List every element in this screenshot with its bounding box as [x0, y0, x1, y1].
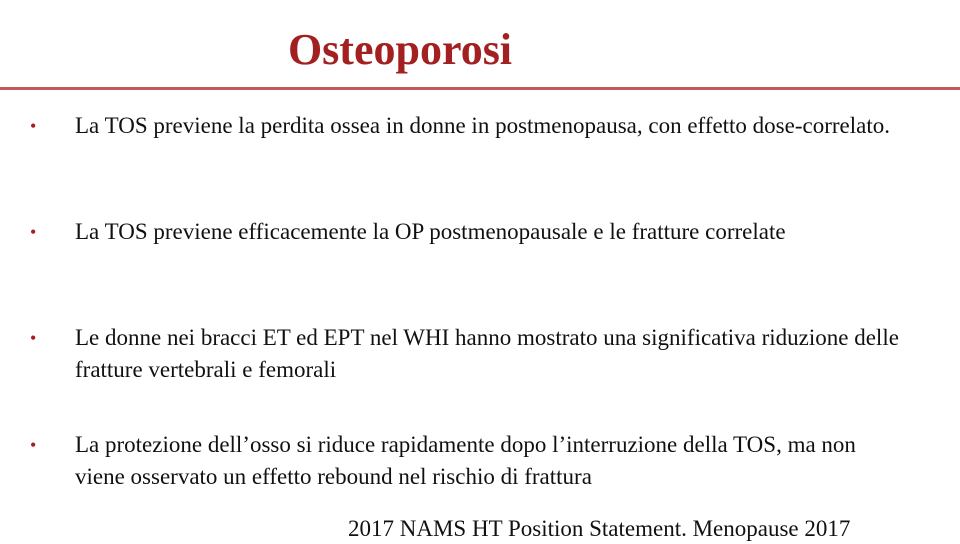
- citation: 2017 NAMS HT Position Statement. Menopause 2017: [348, 516, 851, 541]
- bullet-text: La TOS previene la perdita ossea in donne in postmenopausa, con effetto dose-correlato.: [75, 113, 890, 138]
- bullet-item: [30, 429, 910, 493]
- bullet-text: Le donne nei bracci ET ed EPT nel WHI hanno mostrato una significativa riduzione delle fratture vertebrali e femorali: [75, 325, 899, 382]
- bullet-icon: •: [30, 222, 37, 242]
- bullet-icon: •: [30, 328, 37, 348]
- bullet-item: [30, 216, 910, 248]
- bullet-item: [30, 110, 910, 142]
- title-divider: [0, 87, 960, 90]
- slide-title: Osteoporosi: [287, 25, 513, 74]
- bullet-text: La TOS previene efficacemente la OP postmenopausale e le fratture correlate: [75, 219, 786, 244]
- bullet-item: [30, 322, 910, 386]
- bullet-text: La protezione dell’osso si riduce rapidamente dopo l’interruzione della TOS, ma non viene osservato un effetto rebound nel rischio di frattura: [75, 432, 856, 489]
- bullet-icon: •: [30, 435, 37, 455]
- bullet-icon: •: [30, 116, 37, 136]
